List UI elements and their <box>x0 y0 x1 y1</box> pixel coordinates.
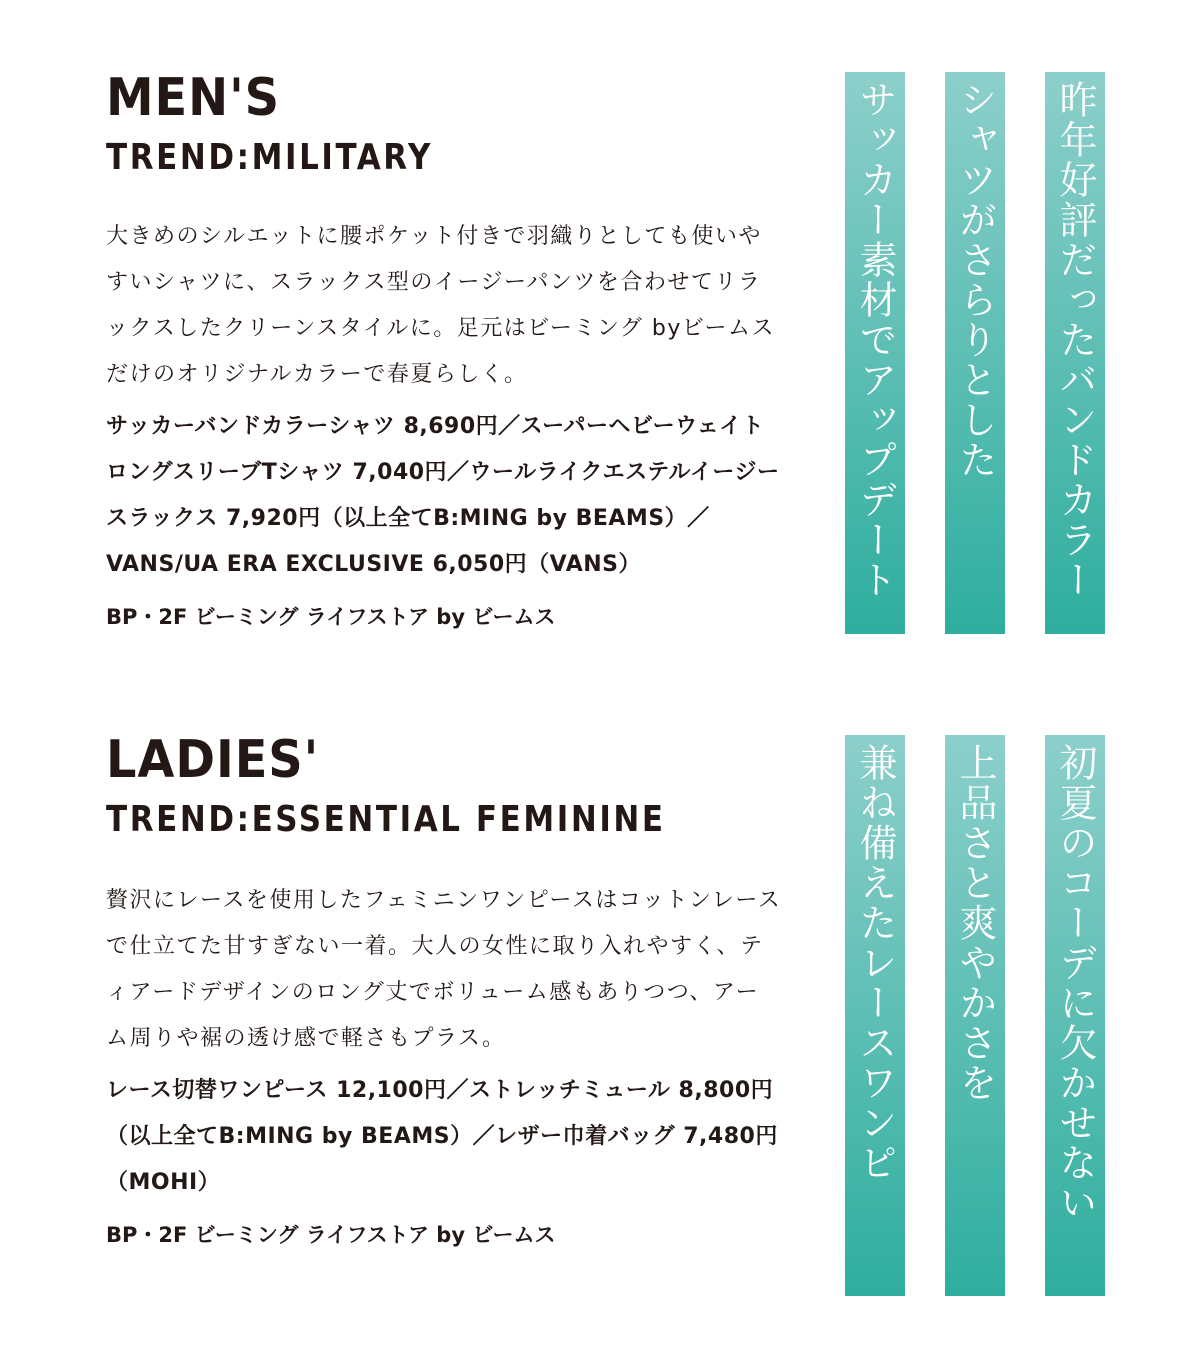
ladies-vertical-caption-2: 上品さと爽やかさを <box>945 735 1005 1296</box>
ladies-description: 贅沢にレースを使用したフェミニンワンピースはコットンレースで仕立てた甘すぎない一着。大人の女性に取り入れやすく、ティアードデザインのロング丈でボリューム感もありつつ、アーム周りや裾の透け感で軽さもプラス。 <box>106 888 782 1051</box>
ladies-vertical-caption-3: 兼ね備えたレースワンピ <box>845 735 905 1296</box>
mens-heading: MEN'S <box>106 68 281 128</box>
ladies-vertical-caption-1: 初夏のコーデに欠かせない <box>1045 735 1105 1296</box>
mens-credits: サッカーバンドカラーシャツ 8,690円／スーパーヘビーウェイトロングスリーブTシャツ 7,040円／ウールライクエステルイージースラックス 7,920円（以上全てB:MING by BEAMS）／ VANS/UA ERA EXCLUSIVE 6,050円（VANS） <box>106 414 780 577</box>
mens-vertical-caption-2: シャツがさらりとした <box>945 72 1005 634</box>
mens-shop: BP・2F ビーミング ライフストア by ビームス <box>106 605 556 629</box>
mens-vertical-caption-1: 昨年好評だったバンドカラー <box>1045 72 1105 634</box>
ladies-heading: LADIES' <box>106 730 320 790</box>
mens-description: 大きめのシルエットに腰ポケット付きで羽織りとしても使いやすいシャツに、スラックス型のイージーパンツを合わせてリラックスしたクリーンスタイルに。足元はビーミング byビームスだけのオリジナルカラーで春夏らしく。 <box>106 224 776 387</box>
ladies-credits: レース切替ワンピース 12,100円／ストレッチミュール 8,800円（以上全てB:MING by BEAMS）／レザー巾着バッグ 7,480円（MOHI） <box>106 1078 778 1195</box>
mens-trend: TREND:MILITARY <box>106 137 434 178</box>
ladies-section <box>106 732 796 1252</box>
mens-vertical-caption-3: サッカー素材でアップデート <box>845 72 905 634</box>
ladies-shop: BP・2F ビーミング ライフストア by ビームス <box>106 1223 556 1247</box>
mens-section <box>106 70 796 634</box>
ladies-trend: TREND:ESSENTIAL FEMININE <box>106 799 666 840</box>
